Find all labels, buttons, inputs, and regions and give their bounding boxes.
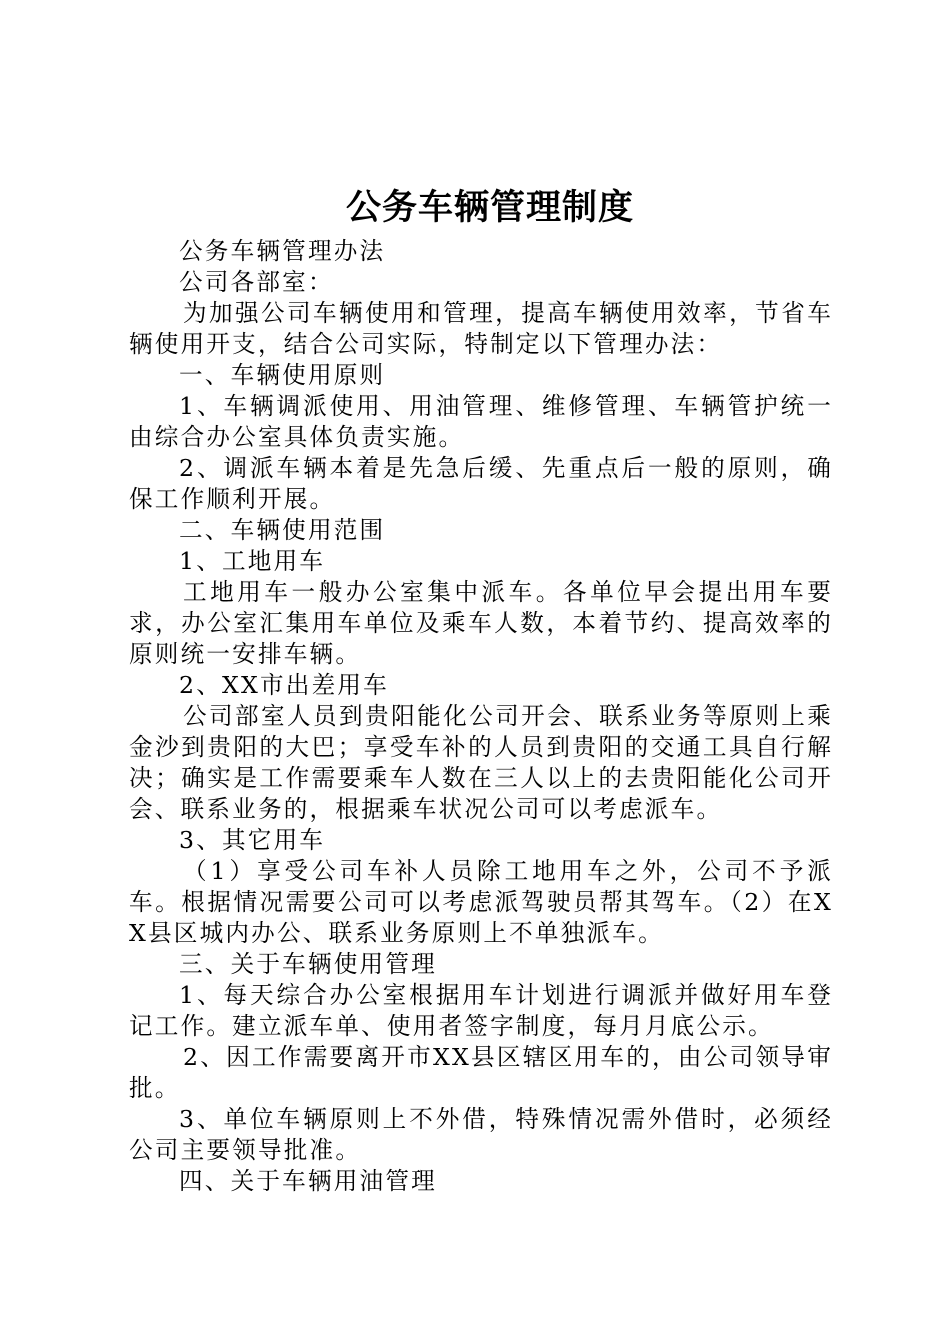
- section-heading: 三、关于车辆使用管理: [179, 950, 437, 978]
- document-body: [129, 236, 833, 1197]
- document-title: 公务车辆管理制度: [345, 187, 634, 228]
- paragraph: 公司各部室：: [179, 268, 334, 296]
- paragraph: （1）享受公司车补人员除工地用车之外，公司不予派车。根据情况需要公司可以考虑派驾驶员帮其驾车。（2）在XX县区城内办公、联系业务原则上不单独派车。: [129, 857, 833, 947]
- subsection-heading: 2、XX市出差用车: [179, 671, 389, 699]
- paragraph: 公务车辆管理办法: [179, 237, 386, 265]
- document-page: [129, 180, 833, 1197]
- paragraph: 1、车辆调派使用、用油管理、维修管理、车辆管护统一由综合办公室具体负责实施。: [129, 392, 833, 451]
- subsection-heading: 1、工地用车: [179, 547, 326, 575]
- paragraph: 工地用车一般办公室集中派车。各单位早会提出用车要求，办公室汇集用车单位及乘车人数，本着节约、提高效率的原则统一安排车辆。: [129, 578, 833, 668]
- paragraph: 公司部室人员到贵阳能化公司开会、联系业务等原则上乘金沙到贵阳的大巴；享受车补的人员到贵阳的交通工具自行解决；确实是工作需要乘车人数在三人以上的去贵阳能化公司开会、联系业务的，根据乘车状况公司可以考虑派车。: [129, 702, 833, 823]
- section-heading: 二、车辆使用范围: [179, 516, 386, 544]
- paragraph: 2、因工作需要离开市XX县区辖区用车的，由公司领导审批。: [129, 1043, 833, 1102]
- section-heading: 一、车辆使用原则: [179, 361, 386, 389]
- paragraph: 3、单位车辆原则上不外借，特殊情况需外借时，必须经公司主要领导批准。: [129, 1105, 833, 1164]
- paragraph: 2、调派车辆本着是先急后缓、先重点后一般的原则，确保工作顺利开展。: [129, 454, 833, 513]
- paragraph: 为加强公司车辆使用和管理，提高车辆使用效率，节省车辆使用开支，结合公司实际，特制定以下管理办法：: [129, 299, 833, 358]
- subsection-heading: 3、其它用车: [179, 826, 326, 854]
- paragraph: 1、每天综合办公室根据用车计划进行调派并做好用车登记工作。建立派车单、使用者签字制度，每月月底公示。: [129, 981, 833, 1040]
- section-heading: 四、关于车辆用油管理: [179, 1167, 437, 1195]
